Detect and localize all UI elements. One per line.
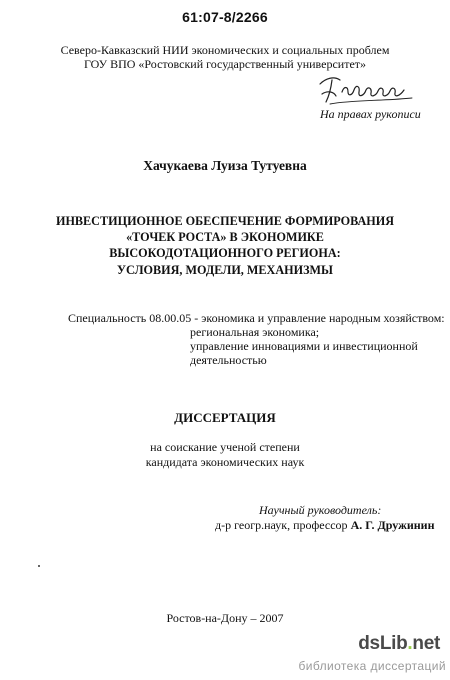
supervisor-title: д-р геогр.наук, профессор bbox=[215, 518, 351, 532]
organization-line-2: ГОУ ВПО «Ростовский государственный университет» bbox=[83, 57, 367, 71]
title-line-3: ВЫСОКОДОТАЦИОННОГО РЕГИОНА: bbox=[109, 246, 341, 260]
specialty-line-4: деятельностью bbox=[190, 353, 267, 367]
manuscript-rights-note: На правах рукописи bbox=[320, 107, 421, 121]
watermark-brand bbox=[358, 633, 440, 655]
title-line-1: ИНВЕСТИЦИОННОЕ ОБЕСПЕЧЕНИЕ ФОРМИРОВАНИЯ bbox=[55, 214, 395, 228]
title-line-4: УСЛОВИЯ, МОДЕЛИ, МЕХАНИЗМЫ bbox=[117, 263, 333, 277]
watermark-brand-dot: . bbox=[407, 633, 413, 654]
title-line-2: «ТОЧЕК РОСТА» В ЭКОНОМИКЕ bbox=[126, 230, 324, 244]
organization-line-1: Северо-Кавказский НИИ экономических и социальных проблем bbox=[60, 43, 390, 57]
watermark-subtitle: библиотека диссертаций bbox=[298, 659, 446, 673]
supervisor-label: Научный руководитель: bbox=[259, 503, 382, 517]
degree-line-2: кандидата экономических наук bbox=[145, 455, 305, 469]
watermark-brand-ds: ds bbox=[358, 633, 380, 654]
document-type: ДИССЕРТАЦИЯ bbox=[174, 410, 276, 425]
scan-speck bbox=[38, 565, 40, 567]
place-and-year: Ростов-на-Дону – 2007 bbox=[166, 611, 284, 625]
supervisor-name: А. Г. Дружинин bbox=[350, 518, 435, 532]
watermark-brand-lib: Lib bbox=[379, 633, 408, 654]
specialty-line-2: региональная экономика; bbox=[190, 325, 320, 339]
archive-stamp: 61:07-8/2266 bbox=[182, 9, 268, 25]
dslib-watermark-logo bbox=[298, 633, 450, 680]
handwritten-signature bbox=[312, 70, 422, 110]
specialty-line-1: Специальность 08.00.05 - экономика и управление народным хозяйством: bbox=[68, 311, 445, 325]
specialty-line-3: управление инновациями и инвестиционной bbox=[190, 339, 418, 353]
author-name: Хачукаева Луиза Тутуевна bbox=[143, 158, 307, 173]
watermark-brand-net: net bbox=[412, 633, 440, 654]
degree-line-1: на соискание ученой степени bbox=[150, 440, 300, 454]
supervisor-line bbox=[215, 518, 434, 533]
